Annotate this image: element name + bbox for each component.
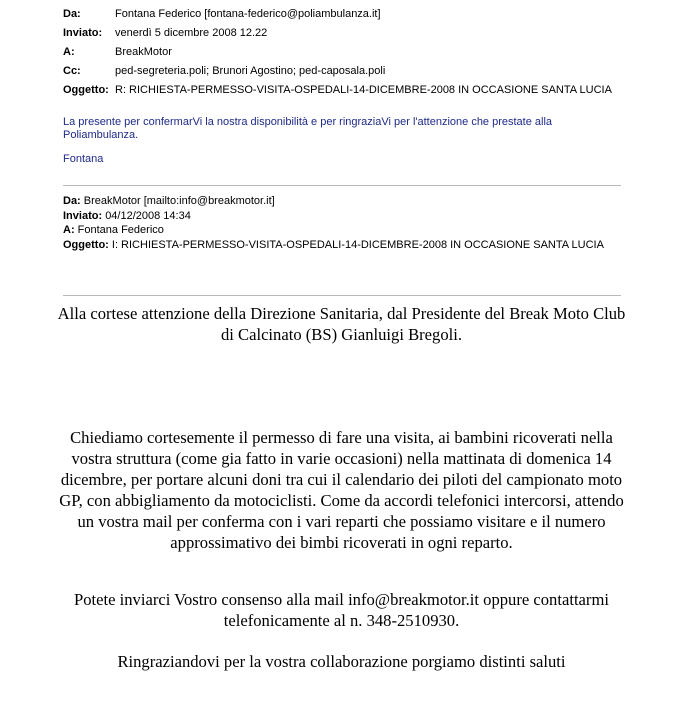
reply-cc-row bbox=[63, 62, 615, 81]
original-sent-label: Inviato: bbox=[63, 209, 103, 222]
original-subject-label: Oggetto: bbox=[63, 238, 109, 251]
subject-value: R: RICHIESTA-PERMESSO-VISITA-OSPEDALI-14-DICEMBRE-2008 IN OCCASIONE SANTA LUCIA bbox=[115, 84, 612, 96]
sent-label: Inviato: bbox=[63, 27, 103, 39]
reply-body: La presente per confermarVi la nostra disponibilità e per ringraziaVi per l'attenzione che prestate alla Poliambulanza. bbox=[63, 116, 553, 141]
to-value: BreakMotor bbox=[115, 46, 172, 58]
original-to-row bbox=[63, 223, 604, 238]
original-to-label: A: bbox=[63, 224, 75, 236]
original-to-value: Fontana Federico bbox=[77, 224, 164, 236]
reply-subject-row bbox=[63, 81, 615, 100]
to-label: A: bbox=[63, 46, 75, 58]
original-subject-row bbox=[63, 238, 604, 253]
original-sent-row bbox=[63, 209, 604, 224]
original-subject-value: I: RICHIESTA-PERMESSO-VISITA-OSPEDALI-14-DICEMBRE-2008 IN OCCASIONE SANTA LUCIA bbox=[111, 238, 604, 251]
original-from-label: Da: bbox=[63, 195, 81, 207]
from-label: Da: bbox=[63, 8, 81, 20]
cc-value: ped-segreteria.poli; Brunori Agostino; ped-caposala.poli bbox=[115, 65, 386, 77]
original-from-row bbox=[63, 194, 604, 209]
reply-sent-row bbox=[63, 24, 615, 43]
letter-request: Chiediamo cortesemente il permesso di fare una visita, ai bambini ricoverati nella vostra struttura (come gia fatto in varie occasioni) nella mattinata di domenica 14 dicembre, per portare alcuni doni tra cui il calendario dei piloti del campionato moto GP, con abbigliamento da motociclisti. Come da accordi telefonici intercorsi, attendo un vostra mail per conferma con i vari reparti che possiamo visitare e il numero approssimativo dei bimbi ricoverati in ogni reparto. bbox=[59, 428, 624, 552]
reply-from-row bbox=[63, 5, 615, 24]
letter-closing: Ringraziandovi per la vostra collaborazione porgiamo distinti saluti bbox=[117, 652, 566, 671]
letter-salutation: Alla cortese attenzione della Direzione Sanitaria, dal Presidente del Break Moto Club di Calcinato (BS) Gianluigi Bregoli. bbox=[57, 304, 626, 344]
divider bbox=[63, 185, 621, 186]
cc-label: Cc: bbox=[63, 65, 81, 77]
subject-label: Oggetto: bbox=[63, 84, 109, 96]
reply-header bbox=[63, 5, 615, 100]
original-header bbox=[63, 194, 604, 252]
original-from-value: BreakMotor [mailto:info@breakmotor.it] bbox=[83, 195, 275, 207]
reply-signature: Fontana bbox=[63, 153, 104, 165]
from-value: Fontana Federico [fontana-federico@poliambulanza.it] bbox=[115, 8, 381, 20]
divider bbox=[63, 295, 621, 296]
reply-to-row bbox=[63, 43, 615, 62]
original-sent-value: 04/12/2008 14:34 bbox=[105, 209, 191, 222]
sent-value: venerdì 5 dicembre 2008 12.22 bbox=[115, 27, 268, 39]
letter-contact: Potete inviarci Vostro consenso alla mail info@breakmotor.it oppure contattarmi telefonicamente al n. 348-2510930. bbox=[74, 590, 609, 630]
